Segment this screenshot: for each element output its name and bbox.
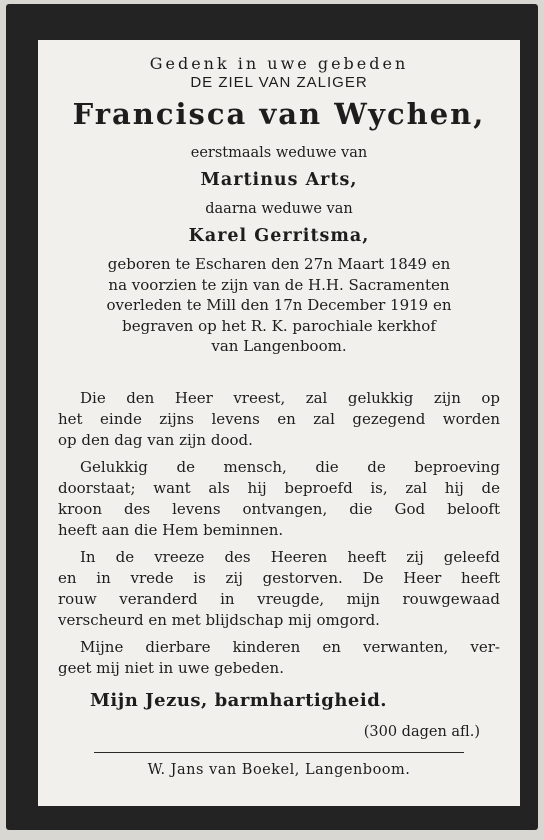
first-husband-name: Martinus Arts,: [200, 170, 358, 190]
life-facts: [58, 254, 500, 357]
facts-line: van Langenboom.: [211, 337, 347, 355]
text-line: het einde zijns levens en zal gezegend worden: [58, 410, 500, 428]
text-line: Die den Heer vreest, zal gelukkig zijn op: [80, 389, 500, 407]
second-husband-name: Karel Gerritsma,: [188, 226, 370, 246]
text-line: op den dag van zijn dood.: [58, 431, 253, 449]
black-mourning-border: [6, 4, 538, 830]
card-header: [38, 54, 520, 248]
devotional-paragraph: [58, 388, 500, 451]
facts-line: begraven op het R. K. parochiale kerkhof: [122, 316, 436, 335]
facts-line: geboren te Escharen den 27n Maart 1849 en: [107, 255, 451, 273]
second-widow-line: daarna weduwe van: [205, 201, 353, 217]
facts-line: na voorzien te zijn van de H.H. Sacramenten: [108, 275, 450, 294]
text-line: Gelukkig de mensch, die de beproeving: [80, 458, 500, 476]
closing-prayer: Mijn Jezus, barmhartigheid.: [90, 690, 388, 711]
indulgence-note: (300 dagen afl.): [363, 724, 480, 740]
intro-line: Gedenk in uwe gebeden: [149, 54, 409, 73]
text-line: heeft aan die Hem beminnen.: [58, 521, 284, 539]
deceased-name: Francisca van Wychen,: [72, 97, 486, 131]
text-line: kroon des levens ontvangen, die God belooft: [58, 500, 500, 518]
devotional-paragraph: [58, 457, 500, 541]
card-panel: [38, 40, 520, 806]
soul-line: DE ZIEL VAN ZALIGER: [190, 74, 368, 91]
text-line: doorstaat; want als hij beproefd is, zal hij de: [58, 479, 500, 497]
devotional-paragraph: [58, 547, 500, 631]
text-line: en in vrede is zij gestorven. De Heer heeft: [58, 569, 500, 587]
facts-line: overleden te Mill den 17n December 1919 en: [106, 296, 452, 314]
devotional-texts: [58, 388, 500, 685]
text-line: In de vreeze des Heeren heeft zij geleefd: [80, 548, 500, 566]
text-line: geet mij niet in uwe gebeden.: [58, 659, 284, 677]
text-line: rouw veranderd in vreugde, mijn rouwgewaad: [58, 590, 500, 608]
first-widow-line: eerstmaals weduwe van: [190, 145, 368, 161]
devotional-paragraph: [58, 637, 500, 679]
text-line: Mijne dierbare kinderen en verwanten, ver-: [80, 638, 500, 656]
text-line: verscheurd en met blijdschap mij omgord.: [58, 611, 380, 629]
divider: [94, 752, 464, 753]
printer-credit: W. Jans van Boekel, Langenboom.: [147, 762, 411, 778]
